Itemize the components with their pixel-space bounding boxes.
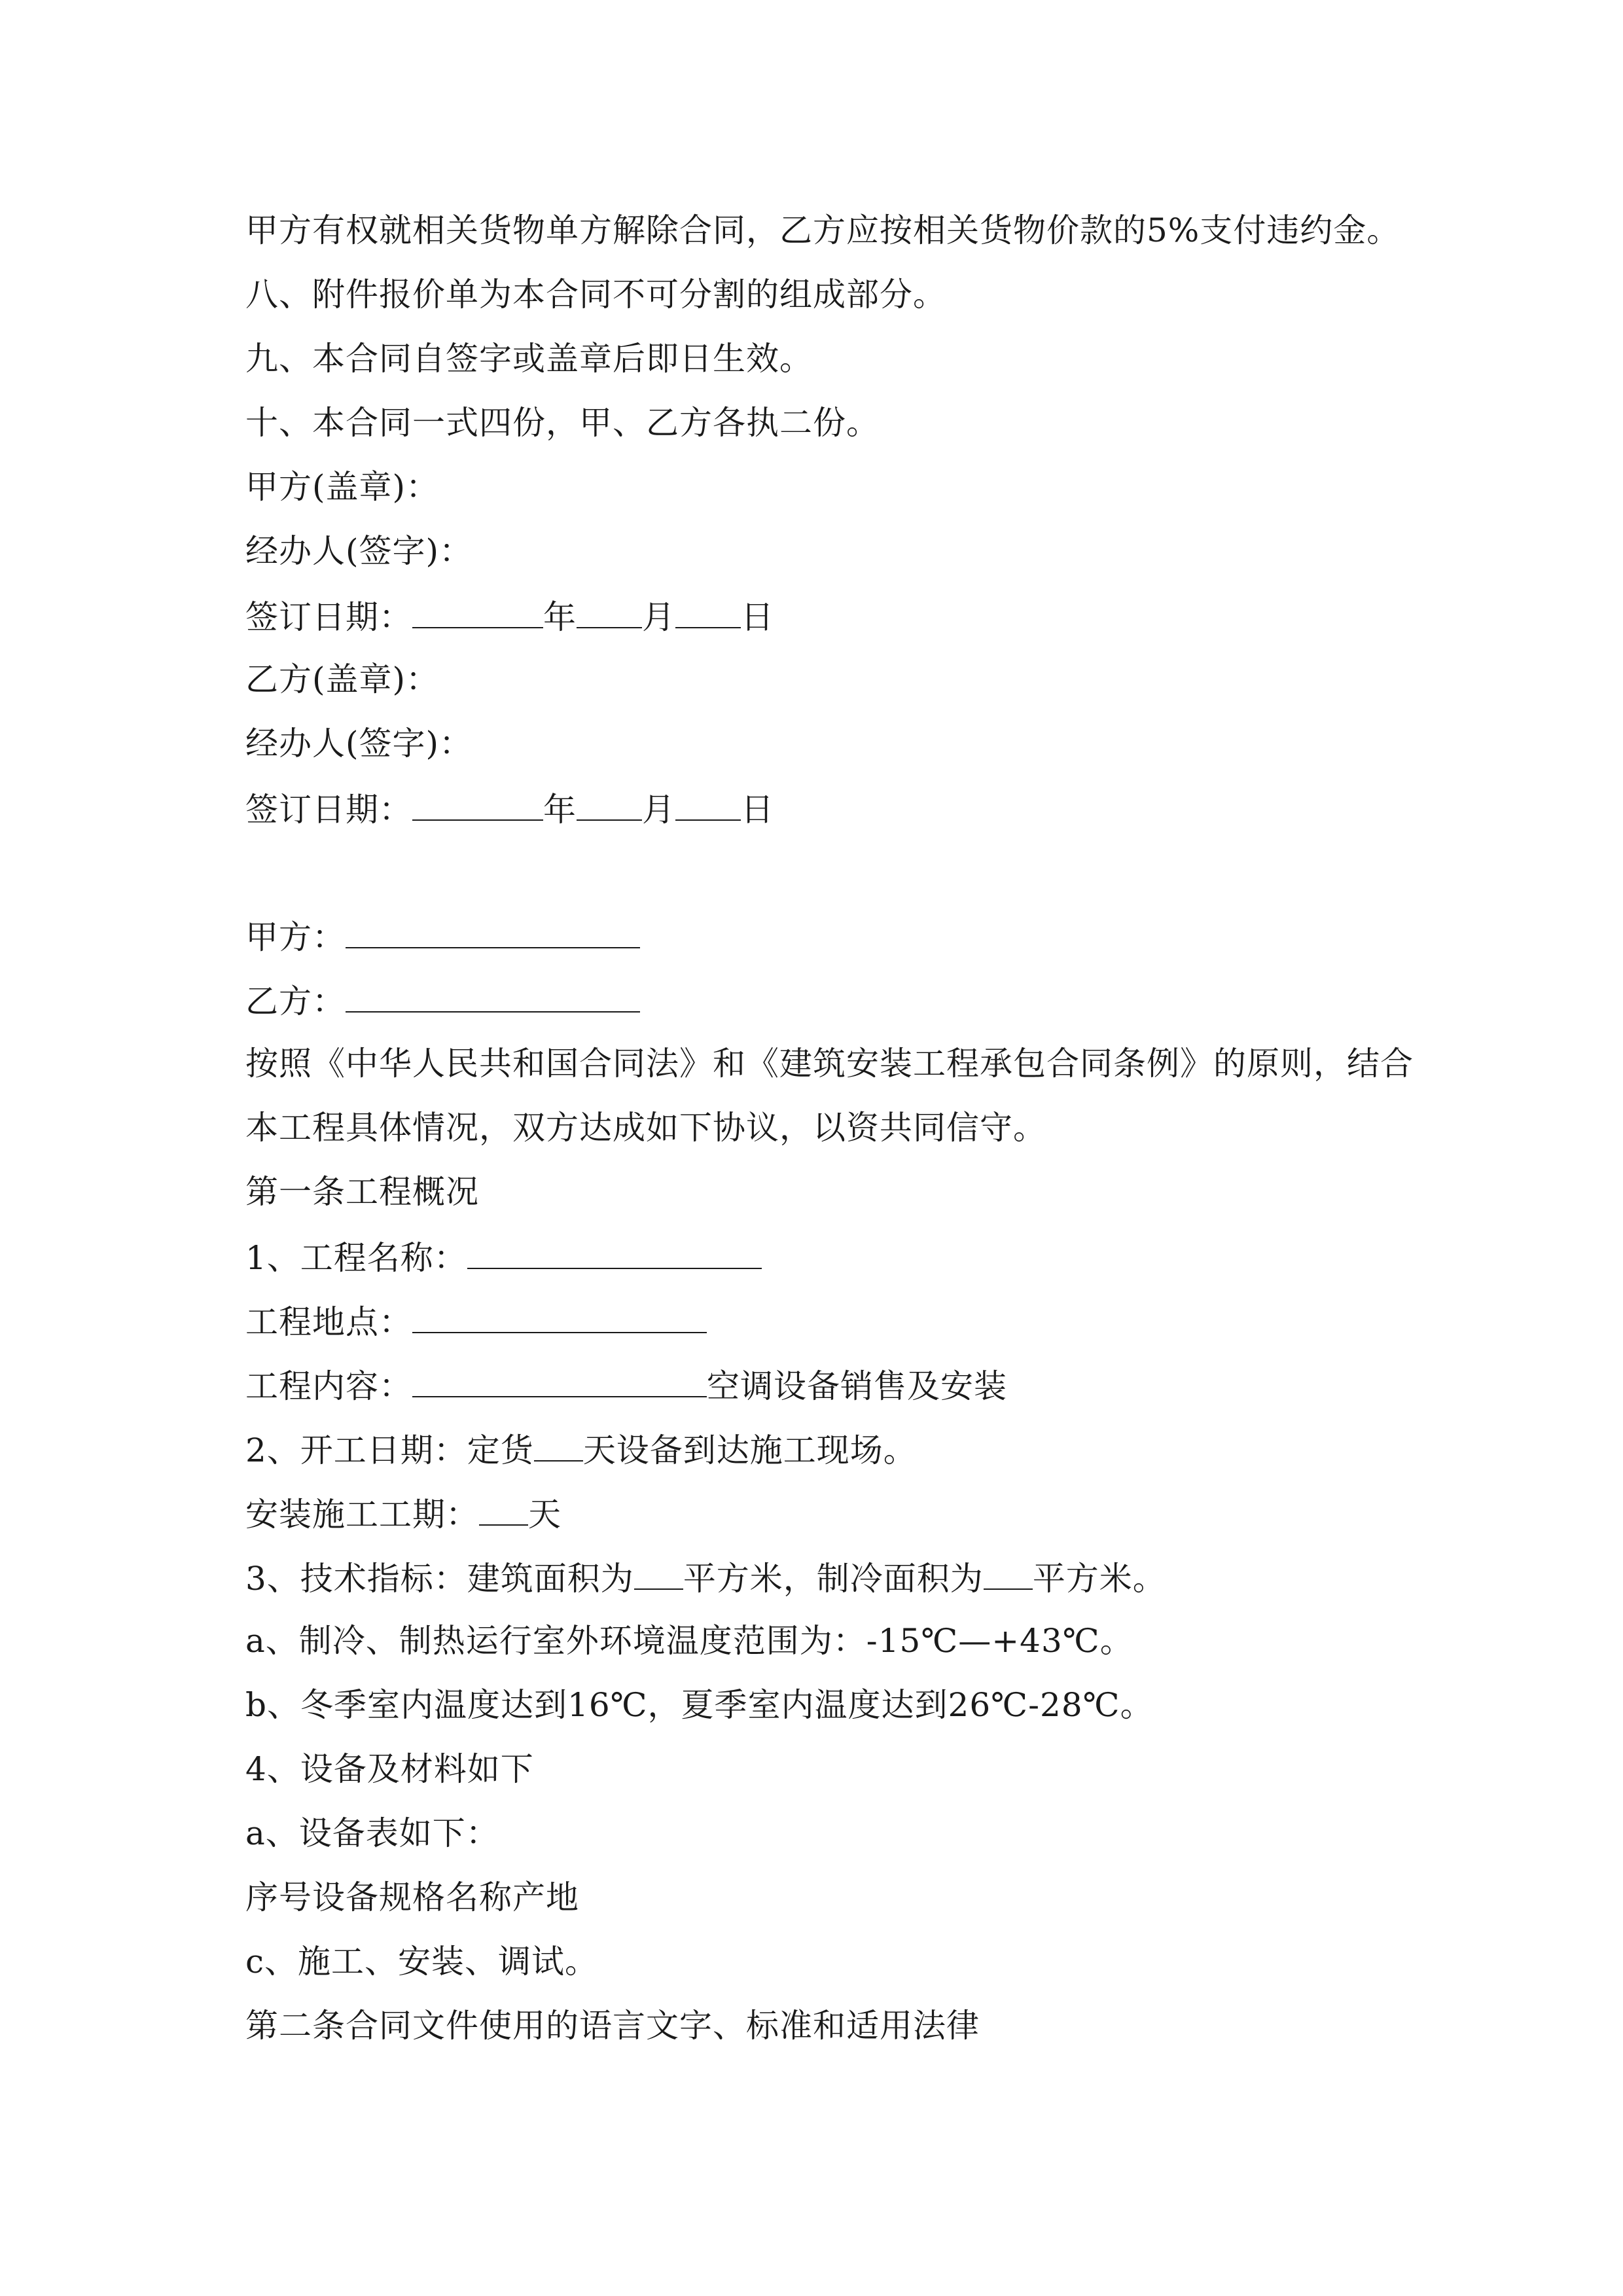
text-span: 经办人(签字)： <box>245 725 473 762</box>
construction-days-blank[interactable] <box>479 1492 528 1526</box>
text-span: a、制冷、制热运行室外环境温度范围为：-15℃—+43℃。 <box>245 1622 1133 1660</box>
party-b-blank[interactable] <box>346 978 640 1013</box>
project-name-label: 1、工程名称： <box>245 1239 467 1277</box>
text-span: 第二条合同文件使用的语言文字、标准和适用法律 <box>245 2007 980 2045</box>
text-span: 甲方有权就相关货物单方解除合同，乙方应按相关货物价款的5%支付违约金。 <box>245 211 1400 249</box>
technical-spec-line <box>245 1556 1166 1598</box>
clause-8 <box>245 274 946 315</box>
start-date-label: 2、开工日期：定货 <box>245 1431 534 1469</box>
text-span: 甲方(盖章)： <box>245 468 440 506</box>
project-content-text: 空调设备销售及安装 <box>707 1367 1007 1405</box>
project-name-blank[interactable] <box>467 1235 762 1269</box>
party-b-label: 乙方： <box>245 982 346 1020</box>
party-a-agent-signature <box>245 530 473 572</box>
month-blank[interactable] <box>577 787 642 821</box>
project-name-line <box>245 1235 762 1277</box>
building-area-blank[interactable] <box>634 1556 683 1590</box>
project-location-line <box>245 1299 707 1341</box>
party-a-seal <box>245 466 439 508</box>
day-blank[interactable] <box>675 594 741 628</box>
year-label: 年 <box>543 598 577 636</box>
technical-spec-label: 3、技术指标：建筑面积为 <box>245 1560 634 1598</box>
spec-a <box>245 1620 1133 1662</box>
text-span: 第一条工程概况 <box>245 1173 479 1211</box>
project-location-label: 工程地点： <box>245 1303 412 1341</box>
article-2-heading <box>245 2005 980 2047</box>
start-date-text: 天设备到达施工现场。 <box>582 1431 917 1469</box>
text-span: 按照《中华人民共和国合同法》和《建筑安装工程承包合同条例》的原则，结合 <box>245 1045 1414 1083</box>
article-1-heading <box>245 1171 479 1213</box>
day-blank[interactable] <box>675 787 741 821</box>
party-b-sign-date <box>245 787 774 829</box>
day-label: 日 <box>741 791 774 829</box>
year-blank[interactable] <box>412 594 543 628</box>
project-location-blank[interactable] <box>412 1299 707 1333</box>
party-a-blank[interactable] <box>346 914 640 948</box>
preamble-line-2 <box>245 1107 1046 1149</box>
start-date-line <box>245 1427 917 1469</box>
text-span: 经办人(签字)： <box>245 532 473 570</box>
party-a-line <box>245 914 640 956</box>
month-label: 月 <box>642 791 675 829</box>
project-content-blank[interactable] <box>412 1363 707 1397</box>
party-a-sign-date <box>245 594 774 636</box>
year-label: 年 <box>543 791 577 829</box>
days-label: 天 <box>528 1496 562 1534</box>
text-span: 十、本合同一式四份，甲、乙方各执二份。 <box>245 404 880 442</box>
cooling-area-label: 平方米，制冷面积为 <box>683 1560 984 1598</box>
equipment-materials-heading <box>245 1748 534 1790</box>
year-blank[interactable] <box>412 787 543 821</box>
clause-9 <box>245 338 813 380</box>
clause-10 <box>245 402 880 444</box>
text-span: 九、本合同自签字或盖章后即日生效。 <box>245 340 813 378</box>
date-label: 签订日期： <box>245 791 412 829</box>
date-label: 签订日期： <box>245 598 412 636</box>
unit-label: 平方米。 <box>1032 1560 1166 1598</box>
installation-item <box>245 1941 598 1982</box>
order-days-blank[interactable] <box>534 1427 583 1462</box>
clause-termination-text <box>245 209 1400 251</box>
text-span: b、冬季室内温度达到16℃，夏季室内温度达到26℃-28℃。 <box>245 1686 1154 1724</box>
spec-b <box>245 1684 1154 1726</box>
text-span: 八、附件报价单为本合同不可分割的组成部分。 <box>245 276 946 314</box>
construction-period-label: 安装施工工期： <box>245 1496 479 1534</box>
text-span: 本工程具体情况，双方达成如下协议，以资共同信守。 <box>245 1109 1046 1147</box>
month-label: 月 <box>642 598 675 636</box>
party-a-label: 甲方： <box>245 918 346 956</box>
project-content-label: 工程内容： <box>245 1367 412 1405</box>
equipment-table-heading <box>245 1812 499 1854</box>
text-span: a、设备表如下： <box>245 1814 499 1852</box>
cooling-area-blank[interactable] <box>984 1556 1033 1590</box>
text-span: 乙方(盖章)： <box>245 660 440 698</box>
party-b-seal <box>245 658 439 700</box>
construction-period-line <box>245 1492 562 1534</box>
equipment-table-header-row <box>245 1876 579 1918</box>
text-span: c、施工、安装、调试。 <box>245 1943 599 1981</box>
month-blank[interactable] <box>577 594 642 628</box>
party-b-agent-signature <box>245 723 473 764</box>
text-span: 4、设备及材料如下 <box>245 1750 534 1788</box>
preamble-line-1 <box>245 1043 1414 1085</box>
day-label: 日 <box>741 598 774 636</box>
text-span: 序号设备规格名称产地 <box>245 1878 579 1916</box>
project-content-line <box>245 1363 1007 1405</box>
party-b-line <box>245 978 640 1020</box>
